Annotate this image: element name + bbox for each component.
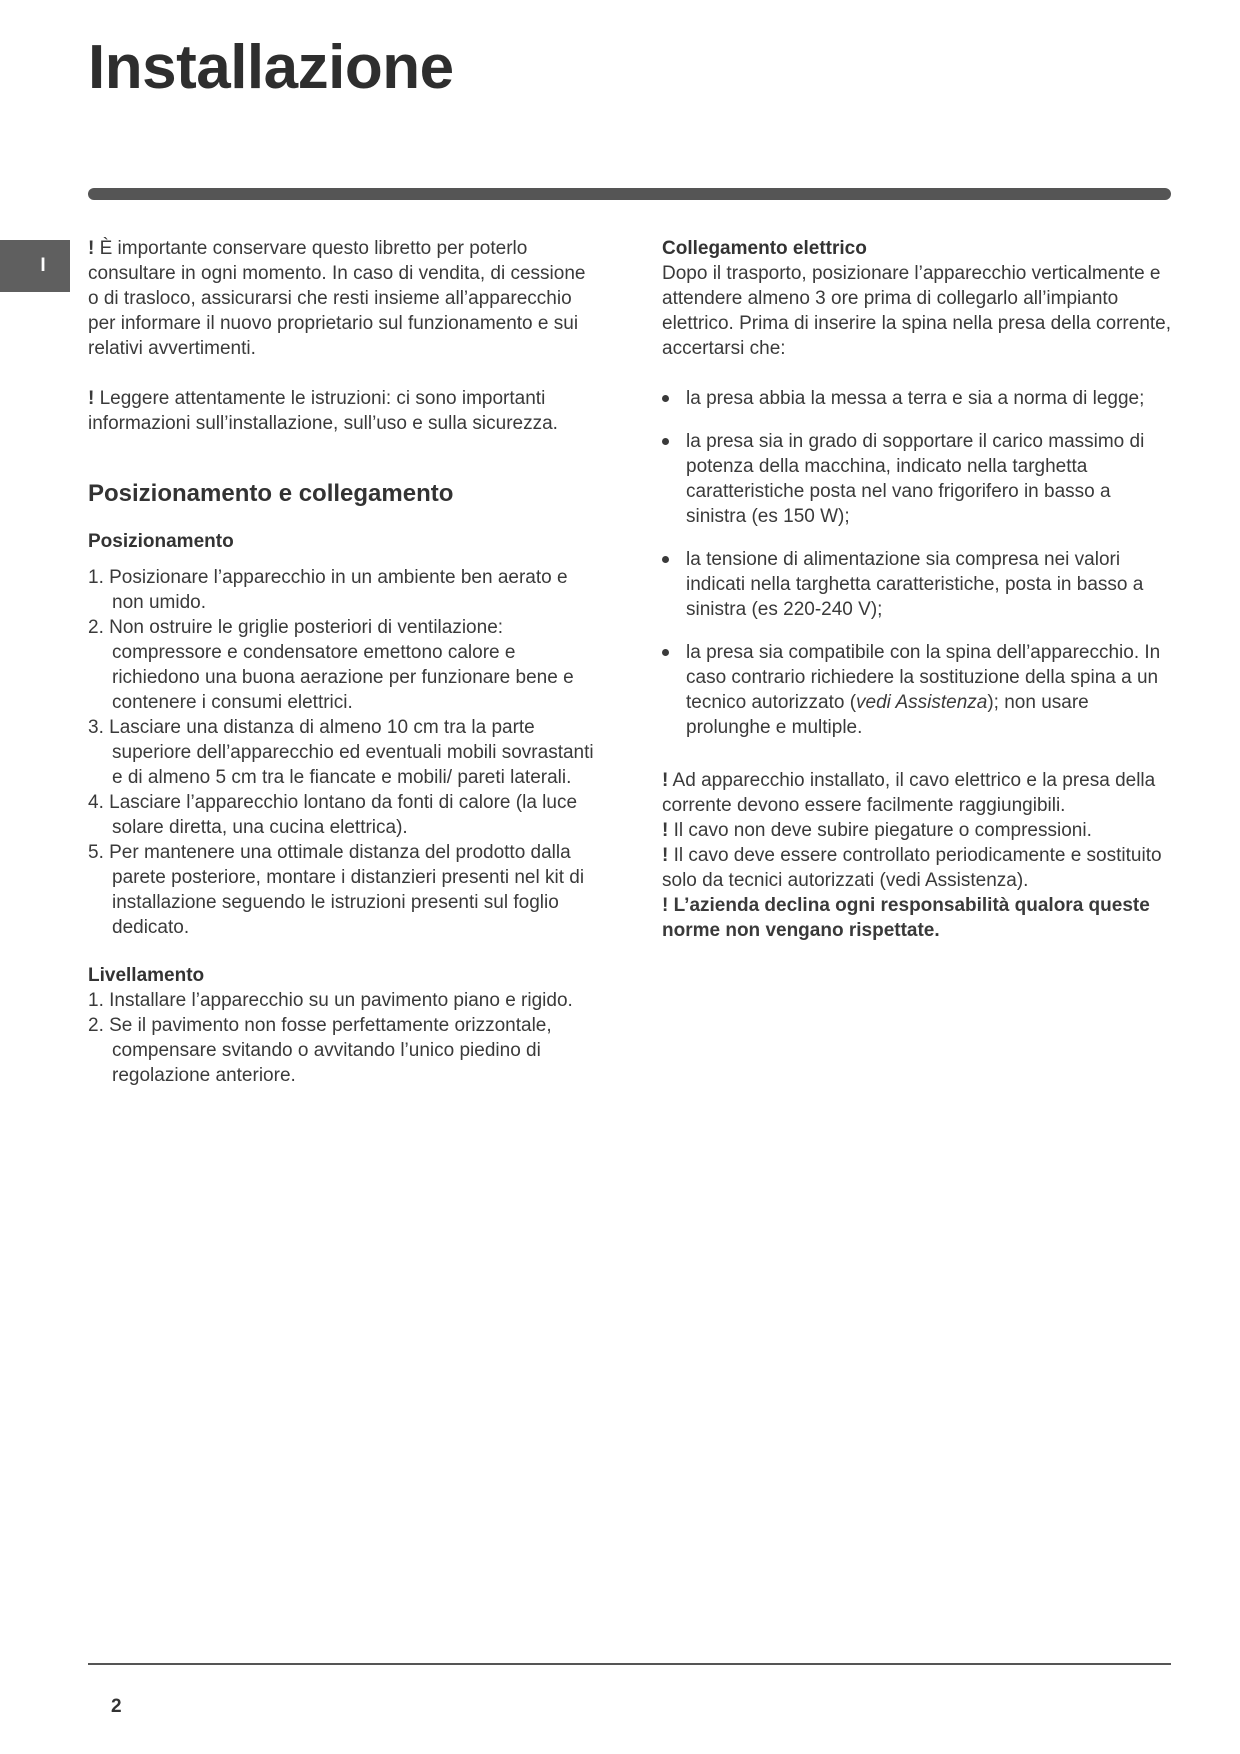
list-item: 3. Lasciare una distanza di almeno 10 cm tra la parte superiore dell’apparecchio ed eventuali mobili sovrastanti e di almeno 5 cm tra le fiancate e mobili/ pareti laterali.	[88, 717, 594, 788]
electrical-intro: Dopo il trasporto, posizionare l’apparecchio verticalmente e attendere almeno 3 ore prima di collegarlo all’impianto elettrico. Prima di inserire la spina nella presa della corrente, accertarsi che:	[662, 263, 1172, 359]
bullet-icon	[662, 438, 669, 445]
electrical-heading: Collegamento elettrico	[662, 238, 867, 259]
positioning-heading: Posizionamento	[88, 531, 234, 552]
list-item: la tensione di alimentazione sia compresa nei valori indicati nella targhetta caratteristiche, posta in basso a sinistra (es 220-240 V);	[662, 547, 1172, 622]
leveling-list	[88, 988, 598, 1088]
warning-mark: !	[662, 895, 669, 916]
list-item: la presa sia in grado di sopportare il carico massimo di potenza della macchina, indicato nella targhetta caratteristiche posta nel vano frigorifero in basso a sinistra (es 150 W);	[662, 429, 1172, 529]
warning-mark: !	[662, 770, 669, 791]
section-title: Posizionamento e collegamento	[88, 480, 454, 507]
list-item: la presa abbia la messa a terra e sia a norma di legge;	[662, 386, 1172, 411]
list-item: 1. Posizionare l’apparecchio in un ambiente ben aerato e non umido.	[88, 567, 568, 613]
footer-divider	[88, 1663, 1171, 1665]
right-column	[662, 236, 1172, 943]
list-item: 2. Se il pavimento non fosse perfettamente orizzontale, compensare svitando o avvitando l’unico piedino di regolazione anteriore.	[88, 1015, 552, 1086]
warning-keep-manual: ! È importante conservare questo libretto per poterlo consultare in ogni momento. In caso di vendita, di cessione o di trasloco, assicurarsi che resti insieme all’apparecchio per informare il nuovo proprietario sul funzionamento e sui relativi avvertimenti.	[88, 238, 586, 359]
list-item: 4. Lasciare l’apparecchio lontano da fonti di calore (la luce solare diretta, una cucina elettrica).	[88, 792, 578, 838]
positioning-list	[88, 565, 598, 940]
list-item: 2. Non ostruire le griglie posteriori di ventilazione: compressore e condensatore emettono calore e richiedono una buona aerazione per funzionare bene e contenere i consumi elettrici.	[88, 617, 574, 713]
list-item: 5. Per mantenere una ottimale distanza del prodotto dalla parete posteriore, montare i distanzieri presenti nel kit di installazione seguendo le istruzioni presenti sul foglio dedicato.	[88, 842, 585, 938]
liability-note: ! L’azienda declina ogni responsabilità qualora queste norme non vengano rispettate.	[662, 895, 1150, 941]
page-number: 2	[111, 1696, 122, 1717]
warning-read-instructions: ! Leggere attentamente le istruzioni: ci sono importanti informazioni sull’installazione, sull’uso e sulla sicurezza.	[88, 388, 558, 434]
bullet-icon	[662, 556, 669, 563]
list-item: la presa sia compatibile con la spina dell’apparecchio. In caso contrario richiedere la sostituzione della spina a un tecnico autorizzato (vedi Assistenza); non usare prolunghe e multiple.	[662, 640, 1172, 740]
requirements-list	[662, 386, 1172, 740]
header-divider	[88, 188, 1171, 200]
warning-mark: !	[88, 388, 95, 409]
leveling-heading: Livellamento	[88, 965, 205, 986]
language-tab: I	[0, 240, 70, 292]
warning-mark: !	[662, 845, 669, 866]
cable-note: ! Il cavo deve essere controllato periodicamente e sostituito solo da tecnici autorizzati (vedi Assistenza).	[662, 845, 1162, 891]
warning-mark: !	[88, 238, 95, 259]
left-column	[88, 236, 598, 1088]
cable-note: ! Il cavo non deve subire piegature o compressioni.	[662, 820, 1092, 841]
bullet-icon	[662, 649, 669, 656]
cable-note: ! Ad apparecchio installato, il cavo elettrico e la presa della corrente devono essere facilmente raggiungibili.	[662, 770, 1156, 816]
page-title: Installazione	[88, 33, 454, 102]
warning-mark: !	[662, 820, 669, 841]
list-item: 1. Installare l’apparecchio su un pavimento piano e rigido.	[88, 990, 573, 1011]
bullet-icon	[662, 395, 669, 402]
cable-notes	[662, 768, 1172, 943]
